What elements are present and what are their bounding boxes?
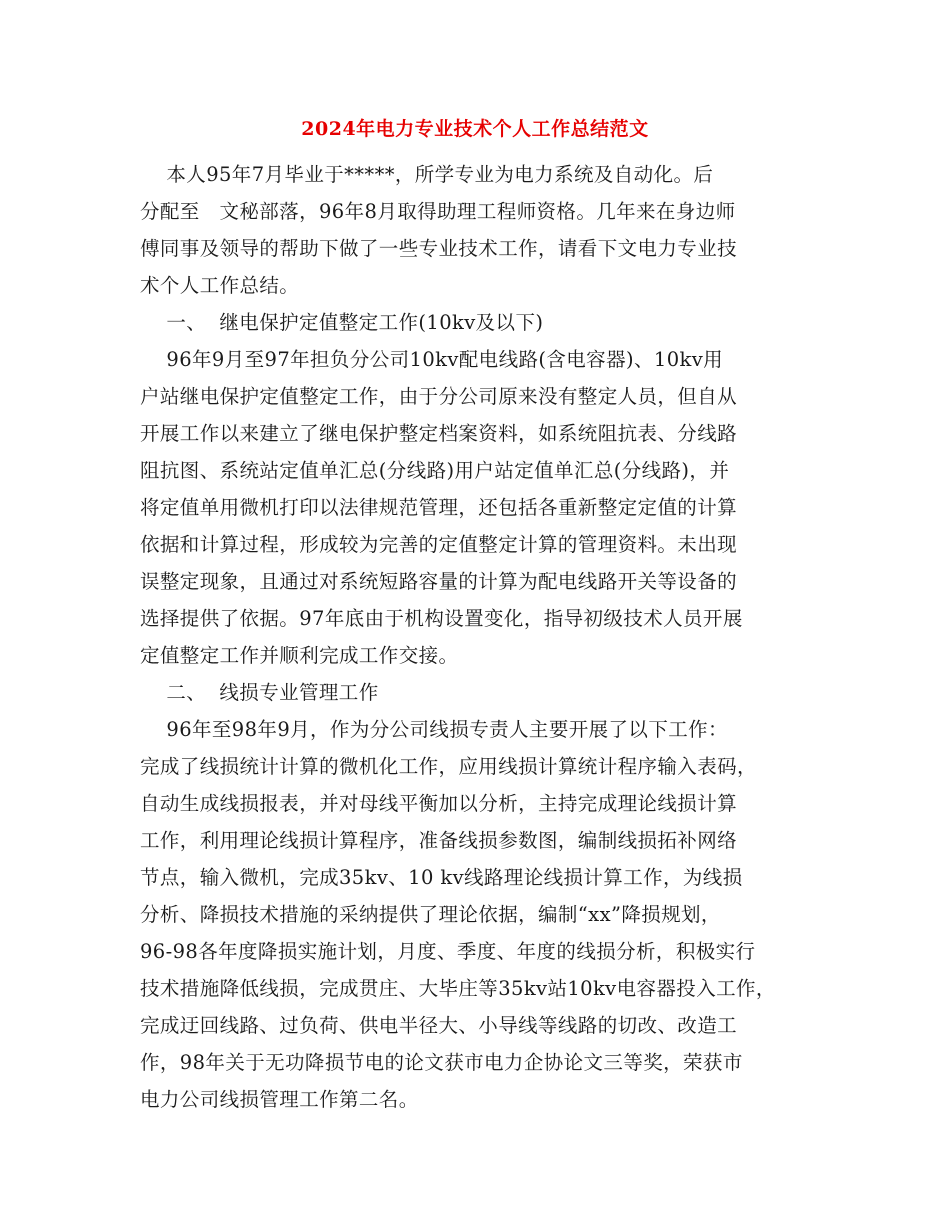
paragraph-line: 将定值单用微机打印以法律规范管理，还包括各重新整定定值的计算	[140, 496, 738, 519]
paragraph-line: 电力公司线损管理工作第二名。	[140, 1088, 419, 1111]
paragraph-line: 误整定现象，且通过对系统短路容量的计算为配电线路开关等设备的	[140, 570, 738, 593]
paragraph-line: 节点，输入微机，完成35kv、10 kv线路理论线损计算工作，为线损	[140, 866, 743, 889]
paragraph-line: 技术措施降低线损，完成贯庄、大毕庄等35kv站10kv电容器投入工作，	[140, 977, 776, 1000]
paragraph-line: 定值整定工作并顺利完成工作交接。	[140, 644, 459, 667]
paragraph-line: 自动生成线损报表，并对母线平衡加以分析，主持完成理论线损计算	[140, 792, 738, 815]
paragraph-line: 工作，利用理论线损计算程序，准备线损参数图，编制线损拓补网络	[140, 829, 738, 852]
paragraph-line: 分配至 文秘部落，96年8月取得助理工程师资格。几年来在身边师	[140, 200, 736, 223]
paragraph-line: 开展工作以来建立了继电保护整定档案资料，如系统阻抗表、分线路	[140, 422, 738, 445]
paragraph-line: 依据和计算过程，形成较为完善的定值整定计算的管理资料。未出现	[140, 533, 738, 556]
paragraph-line: 完成迂回线路、过负荷、供电半径大、小导线等线路的切改、改造工	[140, 1014, 738, 1037]
paragraph-line: 阻抗图、系统站定值单汇总(分线路)用户站定值单汇总(分线路)，并	[140, 459, 730, 482]
section-heading: 一、 继电保护定值整定工作(10kv及以下)	[140, 311, 544, 334]
paragraph-line: 完成了线损统计计算的微机化工作，应用线损计算统计程序输入表码，	[140, 755, 757, 778]
paragraph-line: 户站继电保护定值整定工作，由于分公司原来没有整定人员，但自从	[140, 385, 738, 408]
document-title: 2024年电力专业技术个人工作总结范文	[301, 118, 649, 140]
paragraph-line: 96年9月至97年担负分公司10kv配电线路(含电容器)、10kv用	[140, 348, 724, 371]
paragraph-line: 选择提供了依据。97年底由于机构设置变化，指导初级技术人员开展	[140, 607, 743, 630]
paragraph-line: 傅同事及领导的帮助下做了一些专业技术工作，请看下文电力专业技	[140, 237, 738, 260]
paragraph-line: 本人95年7月毕业于*****，所学专业为电力系统及自动化。后	[140, 163, 714, 186]
paragraph-line: 术个人工作总结。	[140, 274, 300, 297]
paragraph-line: 96-98各年度降损实施计划，月度、季度、年度的线损分析，积极实行	[140, 940, 756, 963]
paragraph-line: 96年至98年9月，作为分公司线损专责人主要开展了以下工作：	[140, 718, 728, 741]
paragraph-line: 作，98年关于无功降损节电的论文获市电力企协论文三等奖，荣获市	[140, 1051, 743, 1074]
section-heading: 二、 线损专业管理工作	[140, 681, 379, 704]
paragraph-line: 分析、降损技术措施的采纳提供了理论依据，编制“xx”降损规划，	[140, 903, 721, 926]
